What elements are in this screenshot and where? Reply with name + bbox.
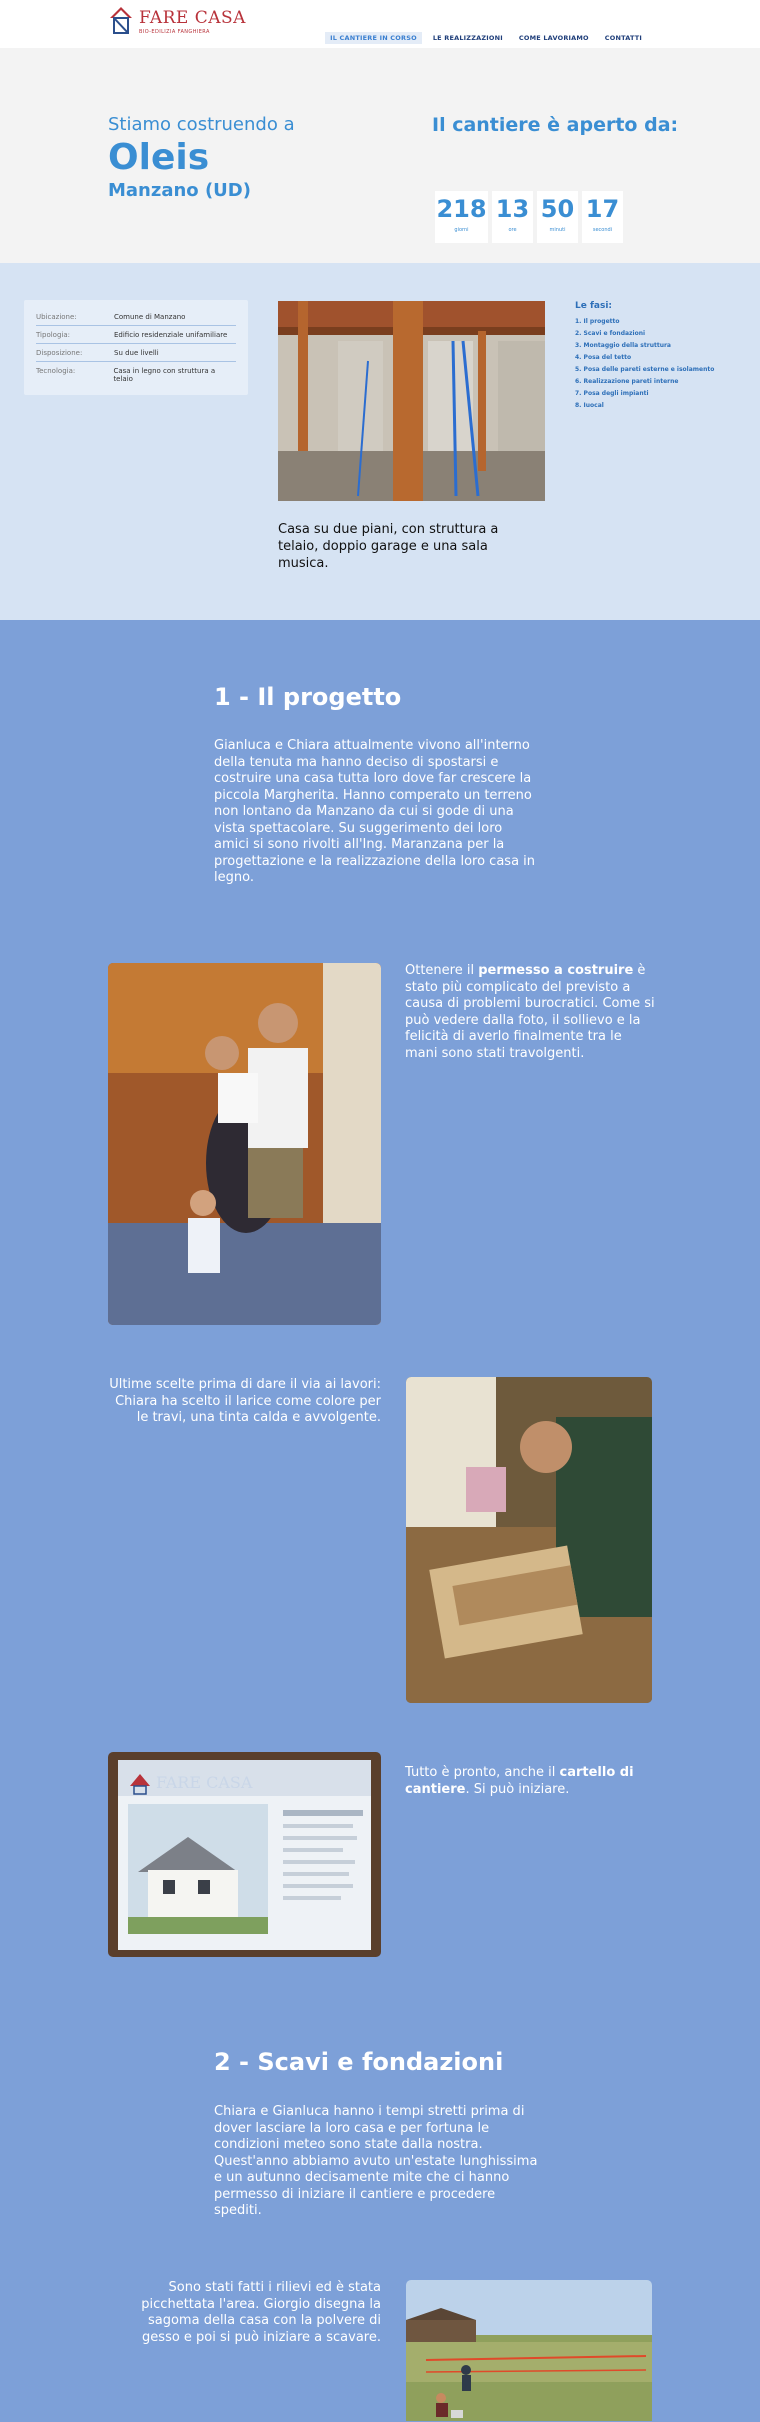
detail-key: Disposizione: bbox=[36, 349, 83, 357]
detail-value: Su due livelli bbox=[114, 349, 159, 357]
phase-link[interactable]: 2. Scavi e fondazioni bbox=[575, 330, 646, 337]
hero-province: Manzano (UD) bbox=[108, 180, 251, 201]
detail-row bbox=[36, 362, 236, 387]
brand-tagline: BIO-EDILIZIA FANGHIERA bbox=[139, 28, 210, 35]
phase-link[interactable]: 7. Posa degli impianti bbox=[575, 390, 649, 397]
hero-city: Oleis bbox=[108, 137, 210, 178]
detail-value: Comune di Manzano bbox=[114, 313, 186, 321]
site-sign-photo bbox=[108, 1752, 381, 1957]
countdown-value: 17 bbox=[585, 195, 620, 223]
brand-name: FARE CASA bbox=[139, 7, 246, 28]
interior-frame-photo bbox=[278, 301, 545, 501]
site-sign-text-part: Tutto è pronto, anche il bbox=[405, 1765, 560, 1780]
countdown-value: 218 bbox=[436, 195, 487, 223]
countdown-label: minuti bbox=[549, 227, 566, 233]
phases-list bbox=[575, 301, 714, 414]
detail-key: Tecnologia: bbox=[36, 367, 76, 375]
wood-samples-photo bbox=[406, 1377, 652, 1703]
main-content bbox=[0, 620, 760, 2421]
hero-lead: Stiamo costruendo a bbox=[108, 114, 295, 135]
permit-text-bold: permesso a costruire bbox=[478, 963, 634, 978]
countdown-label: giorni bbox=[454, 227, 469, 233]
countdown-value: 13 bbox=[495, 195, 530, 223]
countdown-days bbox=[435, 191, 488, 243]
detail-row bbox=[36, 344, 236, 362]
main-nav bbox=[325, 32, 647, 44]
site-sign-text-bold: cartello di cantiere bbox=[405, 1765, 634, 1797]
countdown bbox=[435, 191, 623, 243]
detail-key: Tipologia: bbox=[36, 331, 70, 339]
permit-family-photo bbox=[108, 963, 381, 1325]
hero-section bbox=[0, 48, 760, 263]
logo[interactable] bbox=[109, 6, 246, 38]
countdown-title: Il cantiere è aperto da: bbox=[432, 114, 679, 136]
site-sign-text bbox=[405, 1765, 655, 1798]
countdown-label: secondi bbox=[592, 227, 613, 233]
site-sign-text-part: . Si può iniziare. bbox=[465, 1781, 570, 1797]
section-1-title: 1 - Il progetto bbox=[214, 683, 402, 711]
house-logo-icon bbox=[109, 6, 133, 38]
info-caption: Casa su due piani, con struttura a telaio, doppio garage e una sala musica. bbox=[278, 522, 499, 571]
section-2-intro: Chiara e Gianluca hanno i tempi stretti prima di dover lasciare la loro casa e per fortuna le condizioni meteo sono state dalla nostra. Quest'anno abbiamo avuto un'estate lunghissima e un autunno decisamente mite che ci hanno permesso di iniziare il cantiere e procedere spediti. bbox=[214, 2104, 538, 2218]
phase-link[interactable]: 6. Realizzazione pareti interne bbox=[575, 378, 679, 385]
countdown-minutes bbox=[537, 191, 578, 243]
phase-link[interactable]: 5. Posa delle pareti esterne e isolamento bbox=[575, 366, 715, 373]
detail-key: Ubicazione: bbox=[36, 313, 77, 321]
phase-link[interactable]: 1. Il progetto bbox=[575, 318, 620, 325]
phases-title: Le fasi: bbox=[575, 301, 613, 311]
nav-contatti[interactable]: CONTATTI bbox=[604, 34, 642, 42]
countdown-seconds bbox=[582, 191, 623, 243]
nav-realizzazioni[interactable]: LE REALIZZAZIONI bbox=[432, 34, 503, 42]
phase-link[interactable]: 4. Posa del tetto bbox=[575, 354, 632, 361]
countdown-label: ore bbox=[508, 227, 517, 233]
site-sign-brand: FARE CASA bbox=[156, 1773, 253, 1792]
permit-text-part: Ottenere il bbox=[405, 963, 479, 978]
nav-cantiere[interactable]: IL CANTIERE IN CORSO bbox=[325, 32, 422, 44]
nav-come-lavoriamo[interactable]: COME LAVORIAMO bbox=[518, 34, 589, 42]
detail-row bbox=[36, 308, 236, 326]
section-1-intro: Gianluca e Chiara attualmente vivono all'interno della tenuta ma hanno deciso di spostarsi e costruire una casa tutta loro dove far crescere la piccola Margherita. Hanno comperato un terreno non lontano da Manzano da cui si gode di una vista spettacolare. Su suggerimento dei loro amici si sono rivolti all'Ing. Maranzana per la progettazione e la realizzazione della loro casa in legno. bbox=[214, 738, 536, 885]
details-table bbox=[24, 300, 248, 395]
countdown-hours bbox=[492, 191, 533, 243]
section-2-title: 2 - Scavi e fondazioni bbox=[214, 2048, 504, 2076]
survey-field-photo bbox=[406, 2280, 652, 2421]
detail-row bbox=[36, 326, 236, 344]
phase-link[interactable]: 3. Montaggio della struttura bbox=[575, 342, 671, 349]
detail-value: Casa in legno con struttura a telaio bbox=[113, 367, 216, 383]
detail-value: Edificio residenziale unifamiliare bbox=[114, 331, 228, 339]
permit-text bbox=[405, 963, 655, 1062]
wood-choice-text: Ultime scelte prima di dare il via ai lavori: Chiara ha scelto il larice come colore per le travi, una tinta calda e avvolgente. bbox=[109, 1377, 381, 1425]
permit-text-part: è stato più complicato del previsto a causa di problemi burocratici. Come si può vedere dalla foto, il sollievo e la felicità di averlo finalmente tra le mani sono stati travolgenti. bbox=[405, 963, 655, 1061]
site-header bbox=[0, 0, 760, 48]
phase-link[interactable]: 8. Iuocal bbox=[575, 402, 604, 409]
survey-text: Sono stati fatti i rilievi ed è stata picchettata l'area. Giorgio disegna la sagoma della casa con la polvere di gesso e poi si può iniziare a scavare. bbox=[141, 2280, 381, 2345]
info-section bbox=[0, 263, 760, 620]
countdown-value: 50 bbox=[540, 195, 575, 223]
